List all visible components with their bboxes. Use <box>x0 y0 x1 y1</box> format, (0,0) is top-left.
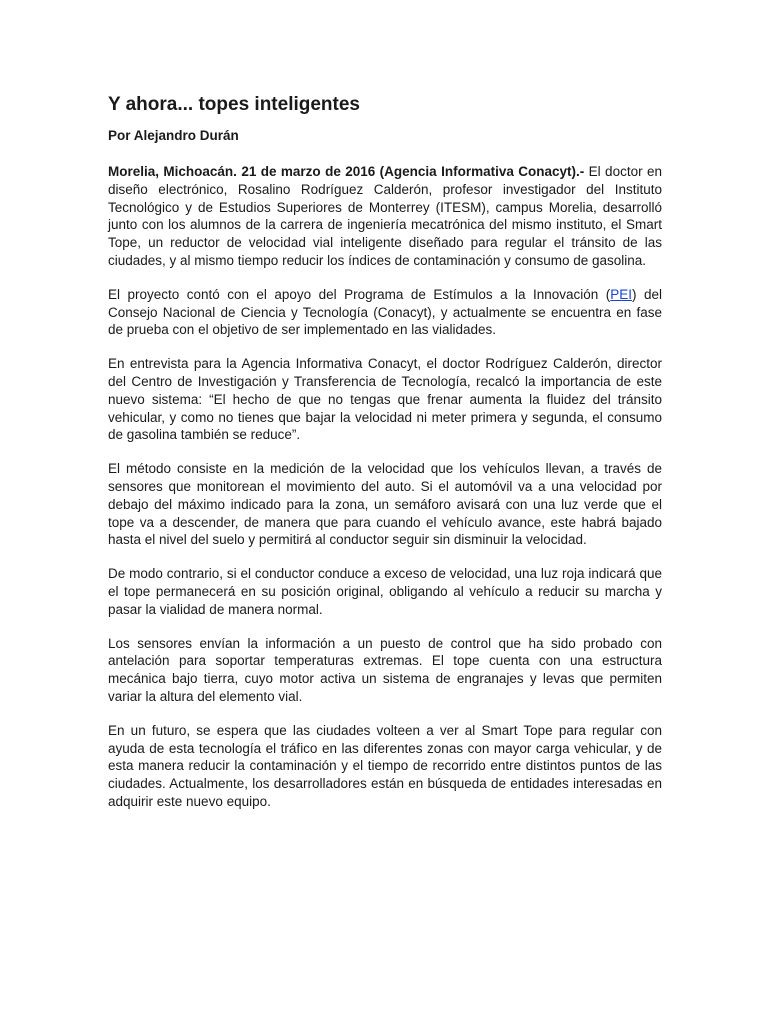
paragraph-2-before: El proyecto contó con el apoyo del Programa de Estímulos a la Innovación ( <box>108 286 611 302</box>
dateline: Morelia, Michoacán. 21 de marzo de 2016 (Agencia Informativa Conacyt).- <box>108 164 585 179</box>
paragraph-7: En un futuro, se espera que las ciudades volteen a ver al Smart Tope para regular con ayuda de esta tecnología el tráfico en las diferentes zonas con mayor carga vehicular, y de esta manera reducir la contaminación y el tiempo de recorrido entre distintos puntos de las ciudades. Actualmente, los desarrolladores están en búsqueda de entidades interesadas en adquirir este nuevo equipo. <box>108 722 662 809</box>
paragraph-4: El método consiste en la medición de la velocidad que los vehículos llevan, a través de sensores que monitorean el movimiento del auto. Si el automóvil va a una velocidad por debajo del máximo indicado para la zona, un semáforo avisará con una luz verde que el tope va a descender, de manera que para cuando el vehículo avance, este habrá bajado hasta el nivel del suelo y permitirá al conductor seguir sin disminuir la velocidad. <box>108 461 662 548</box>
paragraph-1 <box>108 163 662 270</box>
paragraph-3: En entrevista para la Agencia Informativa Conacyt, el doctor Rodríguez Calderón, director del Centro de Investigación y Transferencia de Tecnología, recalcó la importancia de este nuevo sistema: “El hecho de que no tengas que frenar aumenta la fluidez del tránsito vehicular, y como no tienes que bajar la velocidad ni meter primera y segunda, el consumo de gasolina también se reduce”. <box>108 356 662 443</box>
paragraph-2 <box>108 286 662 339</box>
article-title: Y ahora... topes inteligentes <box>108 94 360 115</box>
paragraph-2-after: ) del Consejo Nacional de Ciencia y Tecnología (Conacyt), y actualmente se encuentra en fase de prueba con el objetivo de ser implementado en las vialidades. <box>108 286 662 338</box>
pei-link[interactable]: PEI <box>610 286 633 302</box>
paragraph-6: Los sensores envían la información a un puesto de control que ha sido probado con antelación para soportar temperaturas extremas. El tope cuenta con una estructura mecánica bajo tierra, cuyo motor activa un sistema de engranajes y levas que permiten variar la altura del elemento vial. <box>108 635 662 704</box>
paragraph-1-text: El doctor en diseño electrónico, Rosalino Rodríguez Calderón, profesor investigador del Instituto Tecnológico y de Estudios Superiores de Monterrey (ITESM), campus Morelia, desarrolló junto con los alumnos de la carrera de ingeniería mecatrónica del mismo instituto, el Smart Tope, un reductor de velocidad vial inteligente diseñado para regular el tránsito de las ciudades, y al mismo tiempo reducir los índices de contaminación y consumo de gasolina. <box>108 164 662 268</box>
paragraph-5: De modo contrario, si el conductor conduce a exceso de velocidad, una luz roja indicará que el tope permanecerá en su posición original, obligando al vehículo a reducir su marcha y pasar la vialidad de manera normal. <box>108 566 662 617</box>
article-author: Por Alejandro Durán <box>108 128 239 143</box>
